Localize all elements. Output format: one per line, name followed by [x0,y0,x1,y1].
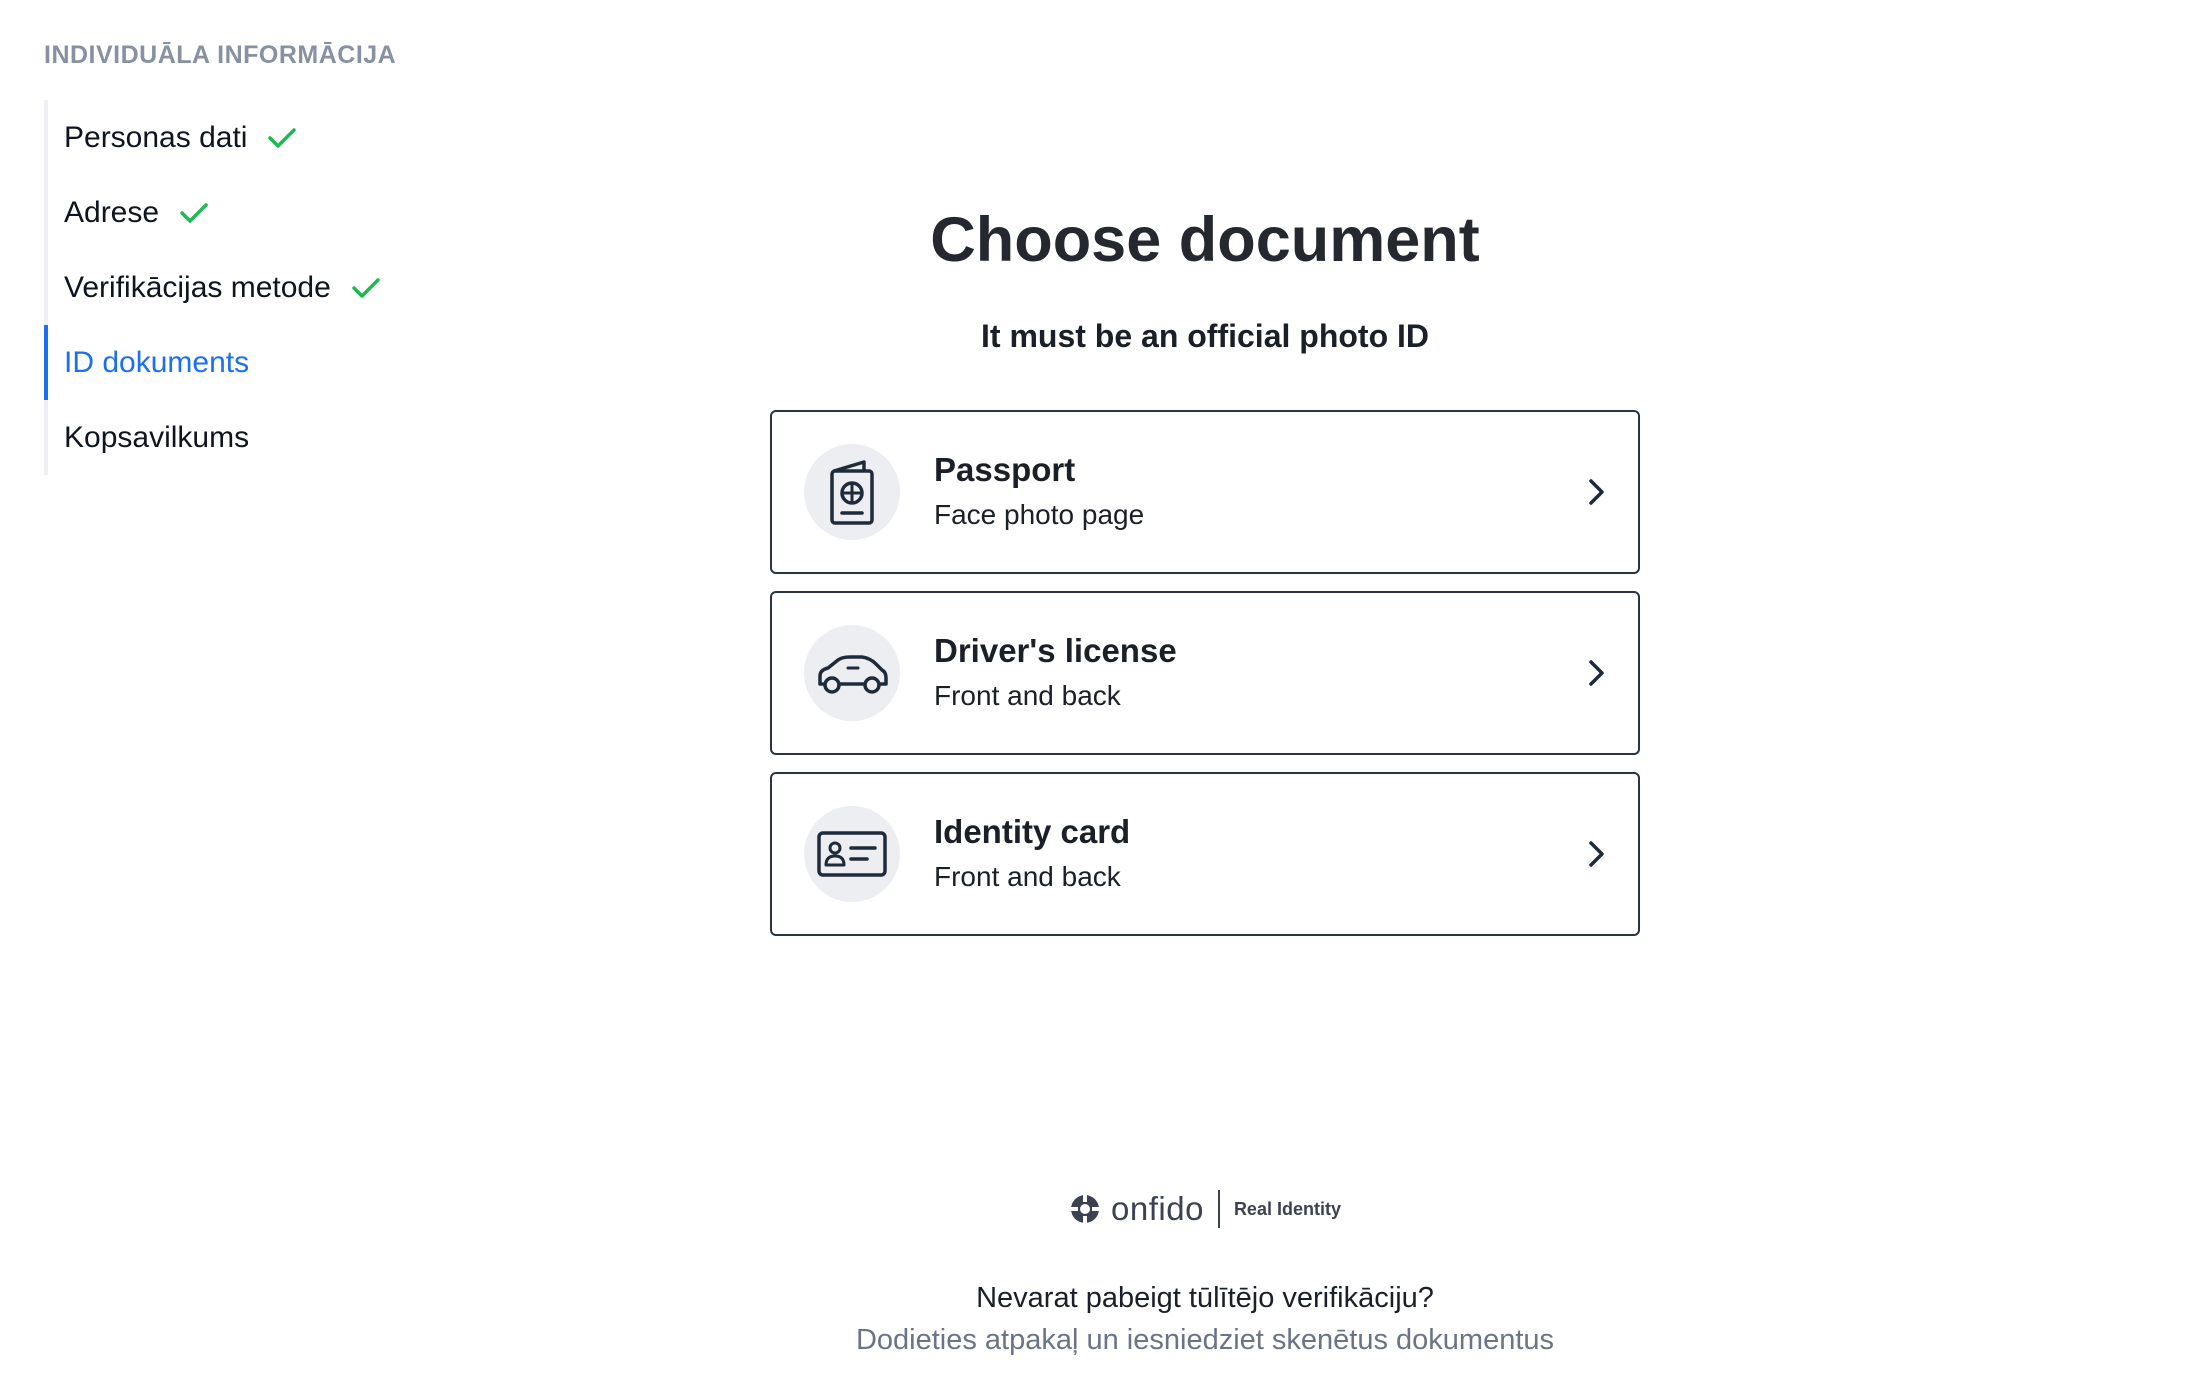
car-icon [814,650,890,696]
chevron-right-icon [1586,839,1608,869]
footer-question: Nevarat pabeigt tūlītējo verifikāciju? [976,1282,1434,1314]
check-icon [351,277,381,299]
option-hint: Front and back [934,861,1121,892]
option-text [934,449,1144,535]
option-label: Passport [934,451,1076,488]
option-text [934,630,1177,716]
sidebar-heading: INDIVIDUĀLA INFORMĀCIJA [44,41,397,69]
brand-tagline: Real Identity [1233,1198,1341,1219]
step-label: ID dokuments [64,345,250,379]
step-id-document[interactable] [48,325,564,400]
step-label: Personas dati [64,120,248,154]
identity-card-option[interactable] [770,772,1640,936]
option-label: Identity card [934,813,1131,850]
icon-circle [804,806,900,902]
check-icon [179,202,209,224]
onfido-logo-icon [1069,1193,1101,1225]
icon-circle [804,444,900,540]
brand-divider [1218,1190,1220,1228]
option-text [934,811,1130,897]
icon-circle [804,625,900,721]
passport-option[interactable] [770,410,1640,574]
step-label: Adrese [64,195,160,229]
step-address[interactable] [48,175,564,250]
step-verification-method[interactable] [48,250,564,325]
step-label: Verifikācijas metode [64,270,331,304]
page-title: Choose document [930,205,1480,275]
page-subtitle: It must be an official photo ID [981,318,1429,354]
brand-name: onfido [1111,1190,1204,1227]
document-option-list [770,410,1640,953]
onfido-logo [1069,1190,1204,1228]
upload-scanned-documents-link[interactable]: Dodieties atpakaļ un iesniedziet skenētus dokumentus [855,1324,1555,1356]
drivers-license-option[interactable] [770,591,1640,755]
option-hint: Front and back [934,680,1121,711]
passport-icon [824,457,880,527]
sidebar [44,38,564,475]
chevron-right-icon [1586,658,1608,688]
id-card-icon [815,828,889,880]
chevron-right-icon [1586,477,1608,507]
option-label: Driver's license [934,632,1177,669]
step-list [44,100,564,475]
step-summary[interactable] [48,400,564,475]
option-hint: Face photo page [934,499,1145,530]
check-icon [267,127,297,149]
onfido-branding [770,1190,1640,1228]
step-label: Kopsavilkums [64,420,250,454]
step-personal-data[interactable] [48,100,564,175]
